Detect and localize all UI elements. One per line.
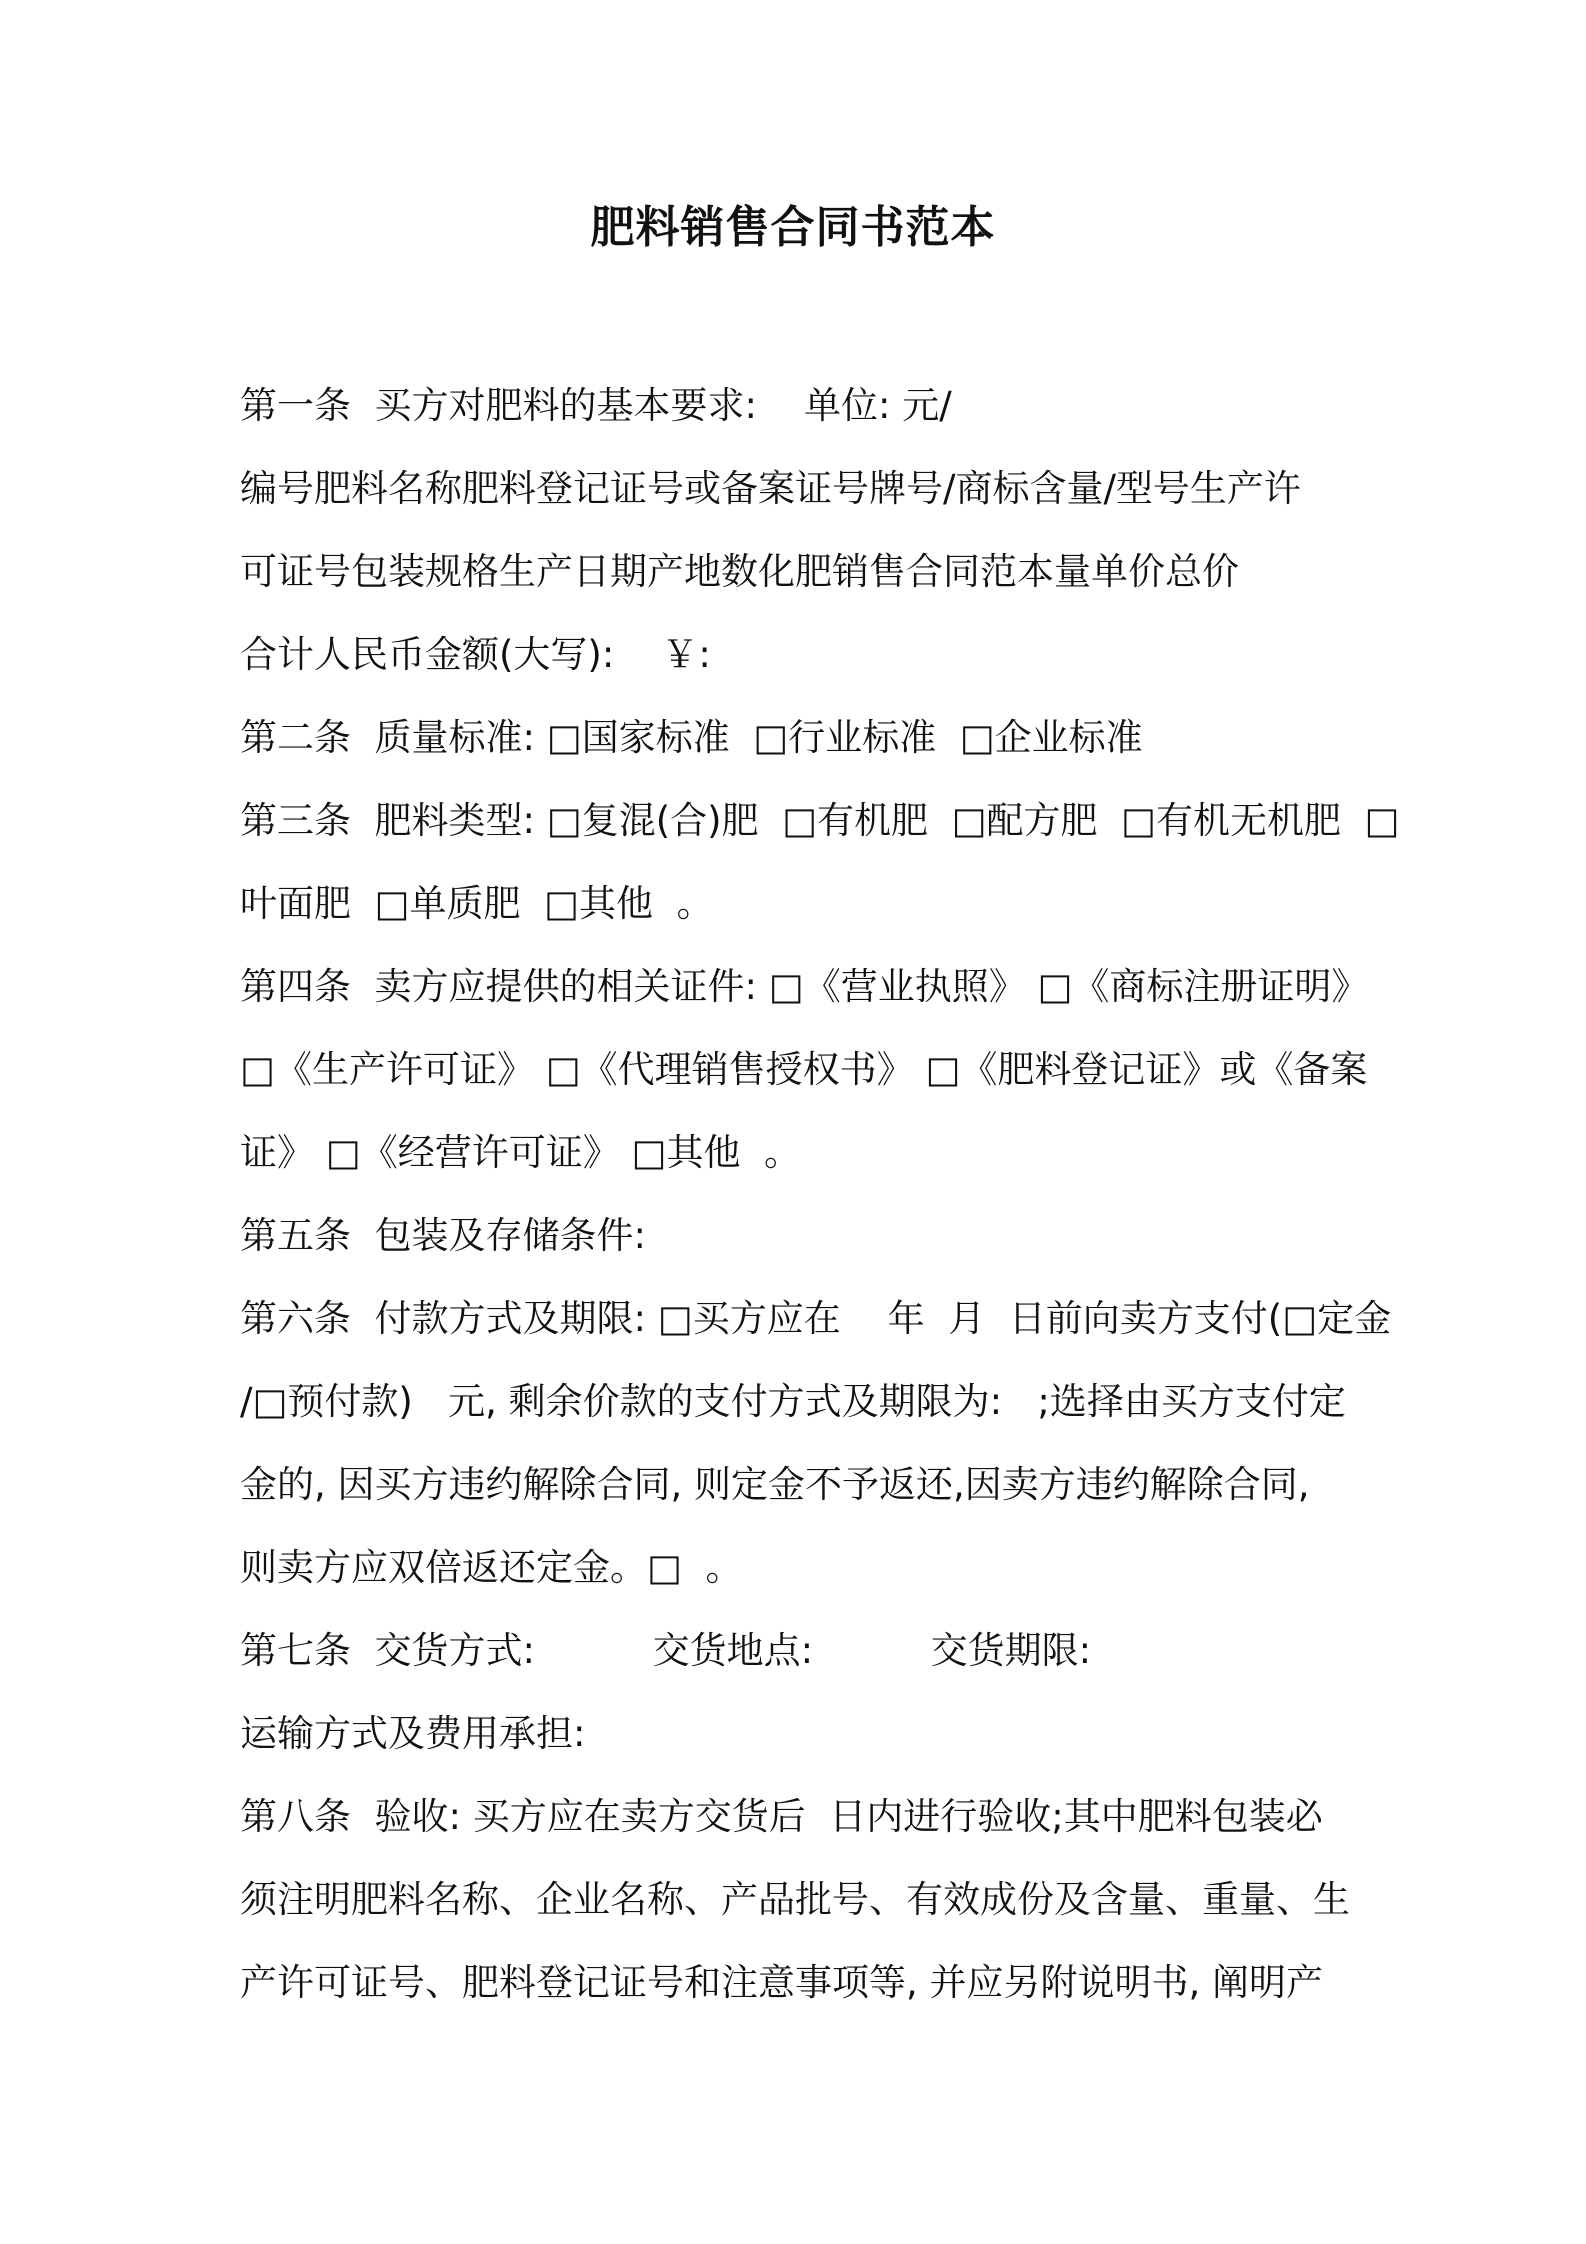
text-line: 证》 □《经营许可证》 □其他 。	[240, 1131, 801, 1174]
text-line: 第四条 卖方应提供的相关证件: □《营业执照》 □《商标注册证明》	[240, 965, 1369, 1008]
text-line: 第五条 包装及存储条件:	[240, 1214, 646, 1257]
text-line: /□预付款) 元, 剩余价款的支付方式及期限为: ;选择由买方支付定	[240, 1380, 1346, 1423]
text-line: 合计人民币金额(大写): ￥:	[240, 633, 711, 676]
text-line: 第七条 交货方式: 交货地点: 交货期限:	[240, 1629, 1092, 1672]
text-line: 第八条 验收: 买方应在卖方交货后 日内进行验收;其中肥料包装必	[240, 1795, 1323, 1838]
text-line: 编号肥料名称肥料登记证号或备案证号牌号/商标含量/型号生产许	[240, 467, 1301, 510]
text-line: 第三条 肥料类型: □复混(合)肥 □有机肥 □配方肥 □有机无机肥 □	[240, 799, 1400, 842]
document-title: 肥料销售合同书范本	[590, 202, 996, 253]
text-line: 则卖方应双倍返还定金。□ 。	[240, 1546, 743, 1589]
text-line: 第二条 质量标准: □国家标准 □行业标准 □企业标准	[240, 716, 1143, 759]
text-line: 可证号包装规格生产日期产地数化肥销售合同范本量单价总价	[240, 550, 1239, 593]
text-line: 第六条 付款方式及期限: □买方应在 年 月 日前向卖方支付(□定金	[240, 1297, 1392, 1340]
text-line: □《生产许可证》 □《代理销售授权书》 □《肥料登记证》或《备案	[240, 1048, 1368, 1091]
text-line: 叶面肥 □单质肥 □其他 。	[240, 882, 714, 925]
text-line: 第一条 买方对肥料的基本要求: 单位: 元/	[240, 384, 952, 427]
text-line: 金的, 因买方违约解除合同, 则定金不予返还,因卖方违约解除合同,	[240, 1463, 1310, 1506]
text-line: 须注明肥料名称、企业名称、产品批号、有效成份及含量、重量、生	[240, 1878, 1350, 1921]
document-body	[240, 364, 1400, 2024]
text-line: 产许可证号、肥料登记证号和注意事项等, 并应另附说明书, 阐明产	[240, 1961, 1324, 2004]
text-line: 运输方式及费用承担:	[240, 1712, 586, 1755]
